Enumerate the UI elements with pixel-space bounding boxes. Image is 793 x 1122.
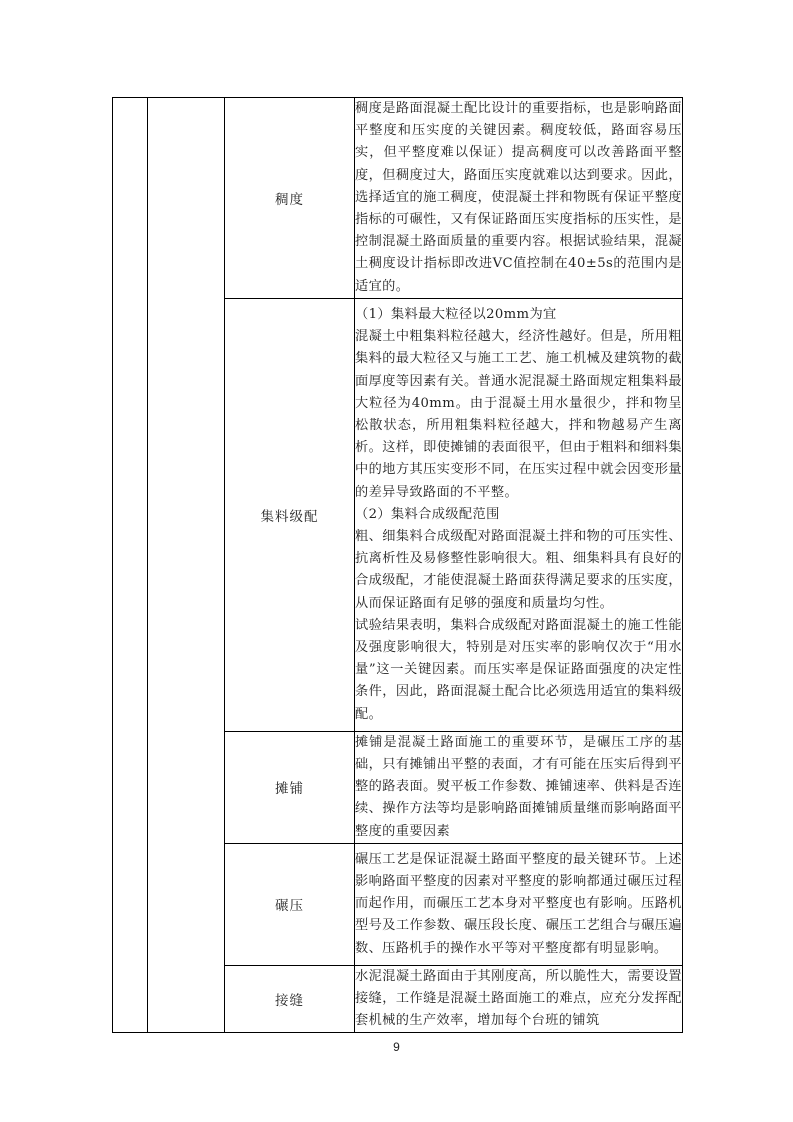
- table-row: [113, 98, 683, 299]
- paragraph: （1）集料最大粒径以20mm为宜: [355, 306, 557, 322]
- blank-column-1: [113, 98, 148, 1033]
- paragraph: 稠度是路面混凝土配比设计的重要指标，也是影响路面平整度和压实度的关键因素。稠度较低，路面容易压实，但平整度难以保证）提高稠度可以改善路面平整度，但稠度过大，路面压实度就难以达到要求。因此，选择适宜的施工稠度，使混凝土拌和物既有保证平整度指标的可碾性，又有保证路面压实度指标的压实性，是控制混凝土路面质量的重要内容。根据试验结果，混凝土稠度设计指标即改进VC值控制在40±5s的范围内是适宜的。: [355, 101, 682, 294]
- row-content-paving: [355, 731, 683, 843]
- row-label-aggregate-grading: 集料级配: [225, 298, 355, 731]
- row-label-rolling: 碾压: [225, 843, 355, 965]
- paragraph: 混凝土中粗集料粒径越大，经济性越好。但是，所用粗集料的最大粒径又与施工工艺、施工机械及建筑物的截面厚度等因素有关。普通水泥混凝土路面规定粗集料最大粒径为40mm。由于混凝土用水量很少，拌和物呈松散状态，所用粗集料粒径越大，拌和物越易产生离析。这样，即使摊铺的表面很平，但由于粗料和细料集中的地方其压实变形不同，在压实过程中就会因变形量的差异导致路面的不平整。: [355, 329, 682, 500]
- paragraph: （2）集料合成级配范围: [355, 506, 500, 522]
- paragraph: 试验结果表明，集料合成级配对路面混凝土的施工性能及强度影响很大，特别是对压实率的影响仅次于“用水量”这一关键因素。而压实率是保证路面强度的决定性条件，因此，路面混凝土配合比必须选用适宜的集料级配。: [355, 617, 682, 722]
- paragraph: 水泥混凝土路面由于其刚度高，所以脆性大，需要设置接缝，工作缝是混凝土路面施工的难点，应充分发挥配套机械的生产效率，增加每个台班的铺筑: [355, 968, 682, 1029]
- paragraph: 粗、细集料合成级配对路面混凝土拌和物的可压实性、抗离析性及易修整性影响很大。粗、细集料具有良好的合成级配，才能使混凝土路面获得满足要求的压实度，从而保证路面有足够的强度和质量均匀性。: [355, 528, 682, 611]
- row-label-paving: 摊铺: [225, 731, 355, 843]
- row-content-joints: [355, 965, 683, 1033]
- content-table: [112, 97, 683, 1033]
- row-label-consistency: 稠度: [225, 98, 355, 299]
- page-number: 9: [393, 1040, 400, 1054]
- paragraph: 摊铺是混凝土路面施工的重要环节，是碾压工序的基础，只有摊铺出平整的表面，才有可能在压实后得到平整的路表面。熨平板工作参数、摊铺速率、供料是否连续、操作方法等均是影响路面摊铺质量继而影响路面平整度的重要因素: [355, 734, 682, 839]
- row-content-consistency: [355, 98, 683, 299]
- row-label-joints: 接缝: [225, 965, 355, 1033]
- blank-column-2: [148, 98, 225, 1033]
- paragraph: 碾压工艺是保证混凝土路面平整度的最关键环节。上述影响路面平整度的因素对平整度的影响都通过碾压过程而起作用，而碾压工艺本身对平整度也有影响。压路机型号及工作参数、碾压段长度、碾压工艺组合与碾压遍数、压路机手的操作水平等对平整度都有明显影响。: [355, 851, 682, 956]
- row-content-rolling: [355, 843, 683, 965]
- row-content-aggregate-grading: [355, 298, 683, 731]
